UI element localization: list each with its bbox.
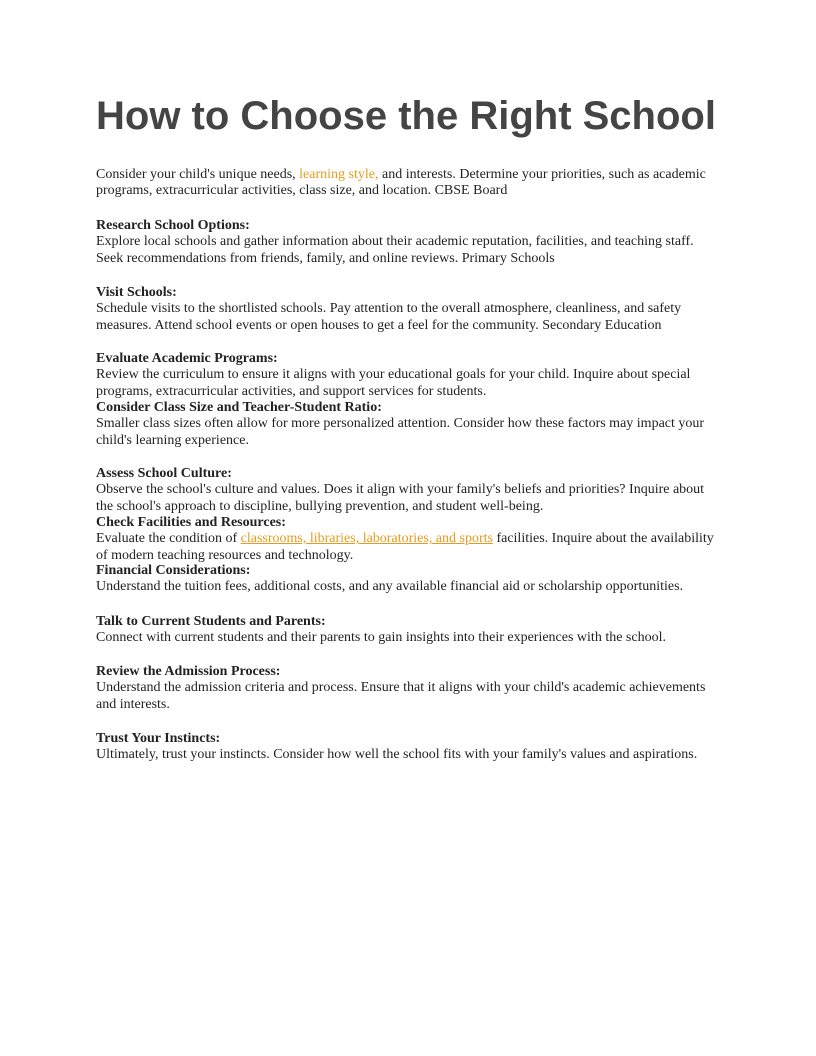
section-visit — [96, 285, 718, 334]
section-heading: Financial Considerations: — [96, 563, 251, 578]
section-heading: Talk to Current Students and Parents: — [96, 614, 326, 629]
section-text: Connect with current students and their parents to gain insights into their experiences with the school. — [96, 630, 666, 646]
section-facilities — [96, 515, 718, 563]
section-text: Review the curriculum to ensure it aligns with your educational goals for your child. Inquire about special programs, extracurricular activities, and support services for students. — [96, 367, 691, 399]
section-instincts — [96, 731, 718, 764]
section-admission — [96, 664, 718, 713]
facilities-text-before: Evaluate the condition of — [96, 531, 241, 547]
section-culture — [96, 466, 718, 514]
section-heading: Consider Class Size and Teacher-Student Ratio: — [96, 400, 382, 415]
section-heading: Assess School Culture: — [96, 466, 232, 481]
section-talk — [96, 614, 718, 647]
section-heading: Evaluate Academic Programs: — [96, 351, 278, 366]
facilities-link[interactable]: classrooms, libraries, laboratories, and sports — [240, 531, 493, 547]
facilities-text-after: facilities. Inquire about the availability of modern teaching resources and technology. — [96, 531, 714, 563]
section-text: Schedule visits to the shortlisted schools. Pay attention to the overall atmosphere, cleanliness, and safety measures. Attend school events or open houses to get a feel for the community. Secondary Education — [96, 301, 682, 333]
section-text: Understand the tuition fees, additional costs, and any available financial aid or scholarship opportunities. — [96, 579, 684, 595]
section-text: Understand the admission criteria and process. Ensure that it aligns with your child's academic achievements and interests. — [96, 680, 706, 712]
section-heading: Check Facilities and Resources: — [96, 515, 286, 530]
section-heading: Trust Your Instincts: — [96, 731, 221, 746]
section-academic — [96, 351, 718, 399]
section-heading: Review the Admission Process: — [96, 664, 281, 679]
section-financial — [96, 563, 718, 596]
section-text: Explore local schools and gather information about their academic reputation, facilities, and teaching staff. Seek recommendations from friends, family, and online reviews. Primary Schools — [96, 234, 694, 266]
section-research — [96, 218, 718, 267]
intro-text-before: Consider your child's unique needs, — [96, 167, 300, 182]
section-heading: Visit Schools: — [96, 285, 177, 300]
section-heading: Research School Options: — [96, 218, 250, 233]
intro-highlight: learning style, — [299, 167, 379, 182]
section-text: Smaller class sizes often allow for more personalized attention. Consider how these factors may impact your child's learning experience. — [96, 416, 705, 448]
intro-paragraph — [96, 167, 718, 200]
section-text: Ultimately, trust your instincts. Consider how well the school fits with your family's values and aspirations. — [96, 747, 698, 763]
page-title: How to Choose the Right School — [96, 94, 716, 138]
section-text: Observe the school's culture and values. Does it align with your family's beliefs and priorities? Inquire about the school's approach to discipline, bullying prevention, and student well-being. — [96, 482, 705, 514]
section-text — [96, 531, 718, 563]
intro-text-after: and interests. Determine your priorities, such as academic programs, extracurricular activities, class size, and location. CBSE Board — [96, 167, 706, 199]
section-class-size — [96, 400, 718, 449]
